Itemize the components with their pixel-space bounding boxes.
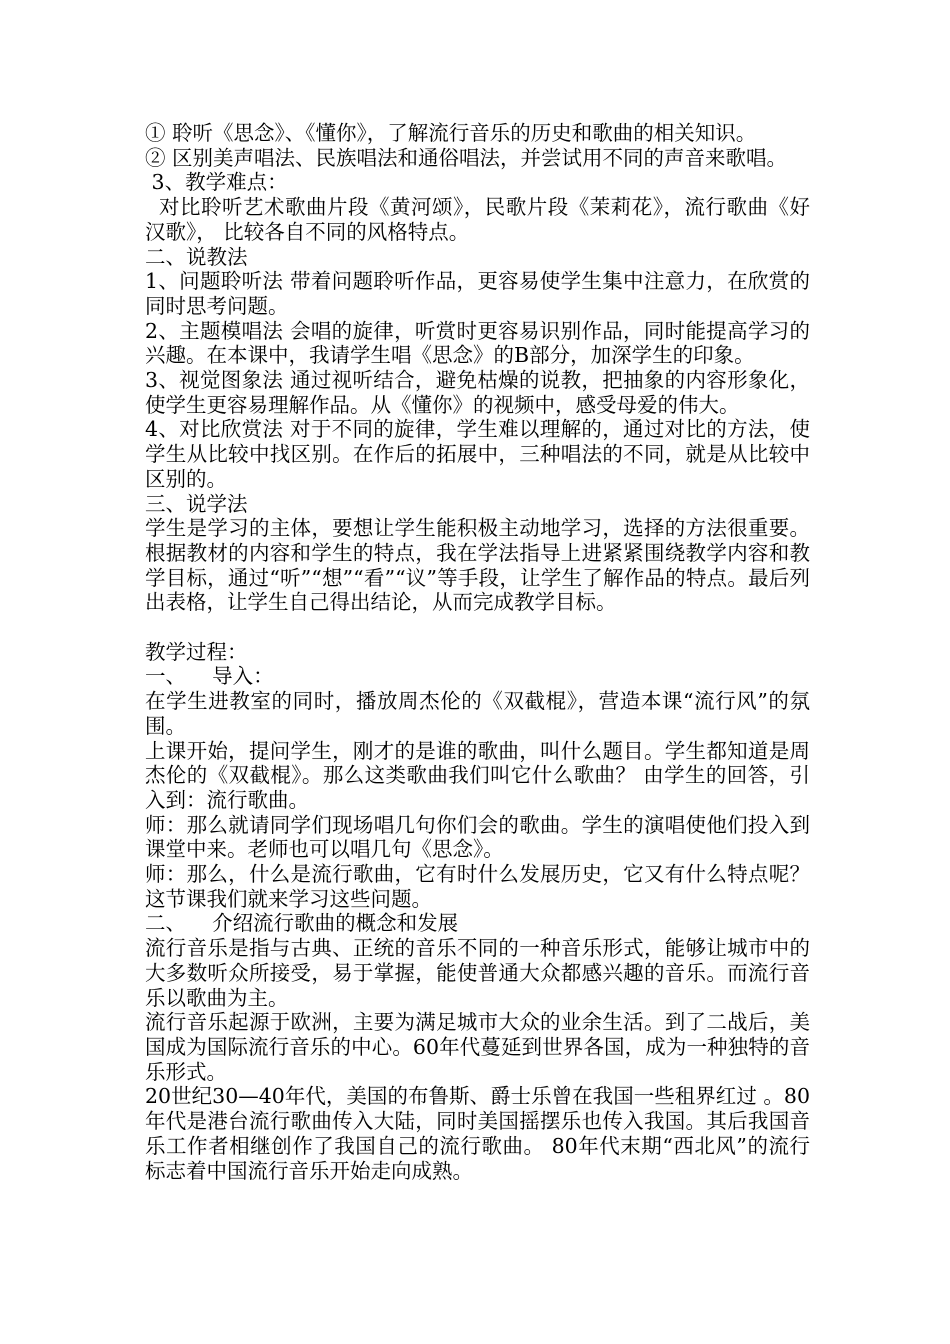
paragraph-pop-china: 20世纪30—40年代，美国的布鲁斯、爵士乐曾在我国一些租界红过 。80年代是港台流行歌曲传入大陆，同时美国摇摆乐也传入我国。其后我国音乐工作者相继创作了我国自己的流行歌曲。 80年代末期“西北风”的流行标志着中国流行音乐开始走向成熟。: [145, 1084, 810, 1183]
heading-pop-concept: 二、 介绍流行歌曲的概念和发展: [145, 911, 459, 936]
paragraph-intro-2: 上课开始，提问学生，刚才的是谁的歌曲，叫什么题目。学生都知道是周杰伦的《双截棍》。那么这类歌曲我们叫它什么歌曲？ 由学生的回答，引入到：流行歌曲。: [145, 738, 810, 812]
paragraph-method-3: 3、视觉图象法 通过视听结合，避免枯燥的说教，把抽象的内容形象化，使学生更容易理解作品。从《懂你》的视频中，感受母爱的伟大。: [145, 368, 810, 417]
paragraph-intro-3: 师：那么就请同学们现场唱几句你们会的歌曲。学生的演唱使他们投入到课堂中来。老师也可以唱几句《思念》。: [145, 812, 810, 862]
heading-teaching-process: 教学过程：: [145, 639, 248, 664]
paragraph-pop-definition: 流行音乐是指与古典、正统的音乐不同的一种音乐形式，能够让城市中的大多数听众所接受，易于掌握，能使普通大众都感兴趣的音乐。而流行音乐以歌曲为主。: [145, 936, 810, 1010]
document-body: [145, 121, 810, 1183]
paragraph-method-4: 4、对比欣赏法 对于不同的旋律，学生难以理解的，通过对比的方法，使学生从比较中找区别。在作后的拓展中，三种唱法的不同，就是从比较中区别的。: [145, 417, 810, 491]
paragraph-method-2: 2、主题模唱法 会唱的旋律，听赏时更容易识别作品，同时能提高学习的兴趣。在本课中，我请学生唱《思念》的B部分，加深学生的印象。: [145, 318, 810, 368]
paragraph-pop-origin: 流行音乐起源于欧洲，主要为满足城市大众的业余生活。到了二战后，美国成为国际流行音乐的中心。60年代蔓延到世界各国，成为一种独特的音乐形式。: [145, 1010, 810, 1084]
paragraph-learning-methods: 学生是学习的主体，要想让学生能积极主动地学习，选择的方法很重要。根据教材的内容和学生的特点，我在学法指导上进紧紧围绕教学内容和教学目标，通过“听”“想”“看”“议”等手段，让学生了解作品的特点。最后列出表格，让学生自己得出结论，从而完成教学目标。: [145, 516, 810, 615]
objective-listen: ① 聆听《思念》、《懂你》，了解流行音乐的历史和歌曲的相关知识。: [145, 121, 757, 145]
objective-singing-styles: ② 区别美声唱法、民族唱法和通俗唱法，并尝试用不同的声音来歌唱。: [145, 145, 788, 170]
blank-line: [145, 615, 810, 640]
paragraph-difficulty-detail: 对比聆听艺术歌曲片段《黄河颂》，民歌片段《茉莉花》，流行歌曲《好汉歌》， 比较各自不同的风格特点。: [145, 195, 810, 244]
heading-teaching-difficulty: 3、教学难点：: [145, 170, 288, 195]
heading-teaching-methods: 二、说教法: [145, 244, 248, 269]
heading-introduction: 一、 导入：: [145, 664, 274, 689]
heading-learning-methods: 三、说学法: [145, 491, 248, 516]
paragraph-intro-4: 师：那么，什么是流行歌曲，它有时什么发展历史，它又有什么特点呢？这节课我们就来学习这些问题。: [145, 862, 810, 911]
paragraph-intro-1: 在学生进教室的同时，播放周杰伦的《双截棍》，营造本课“流行风”的氛围。: [145, 689, 810, 738]
paragraph-method-1: 1、问题聆听法 带着问题聆听作品，更容易使学生集中注意力，在欣赏的同时思考问题。: [145, 269, 810, 318]
